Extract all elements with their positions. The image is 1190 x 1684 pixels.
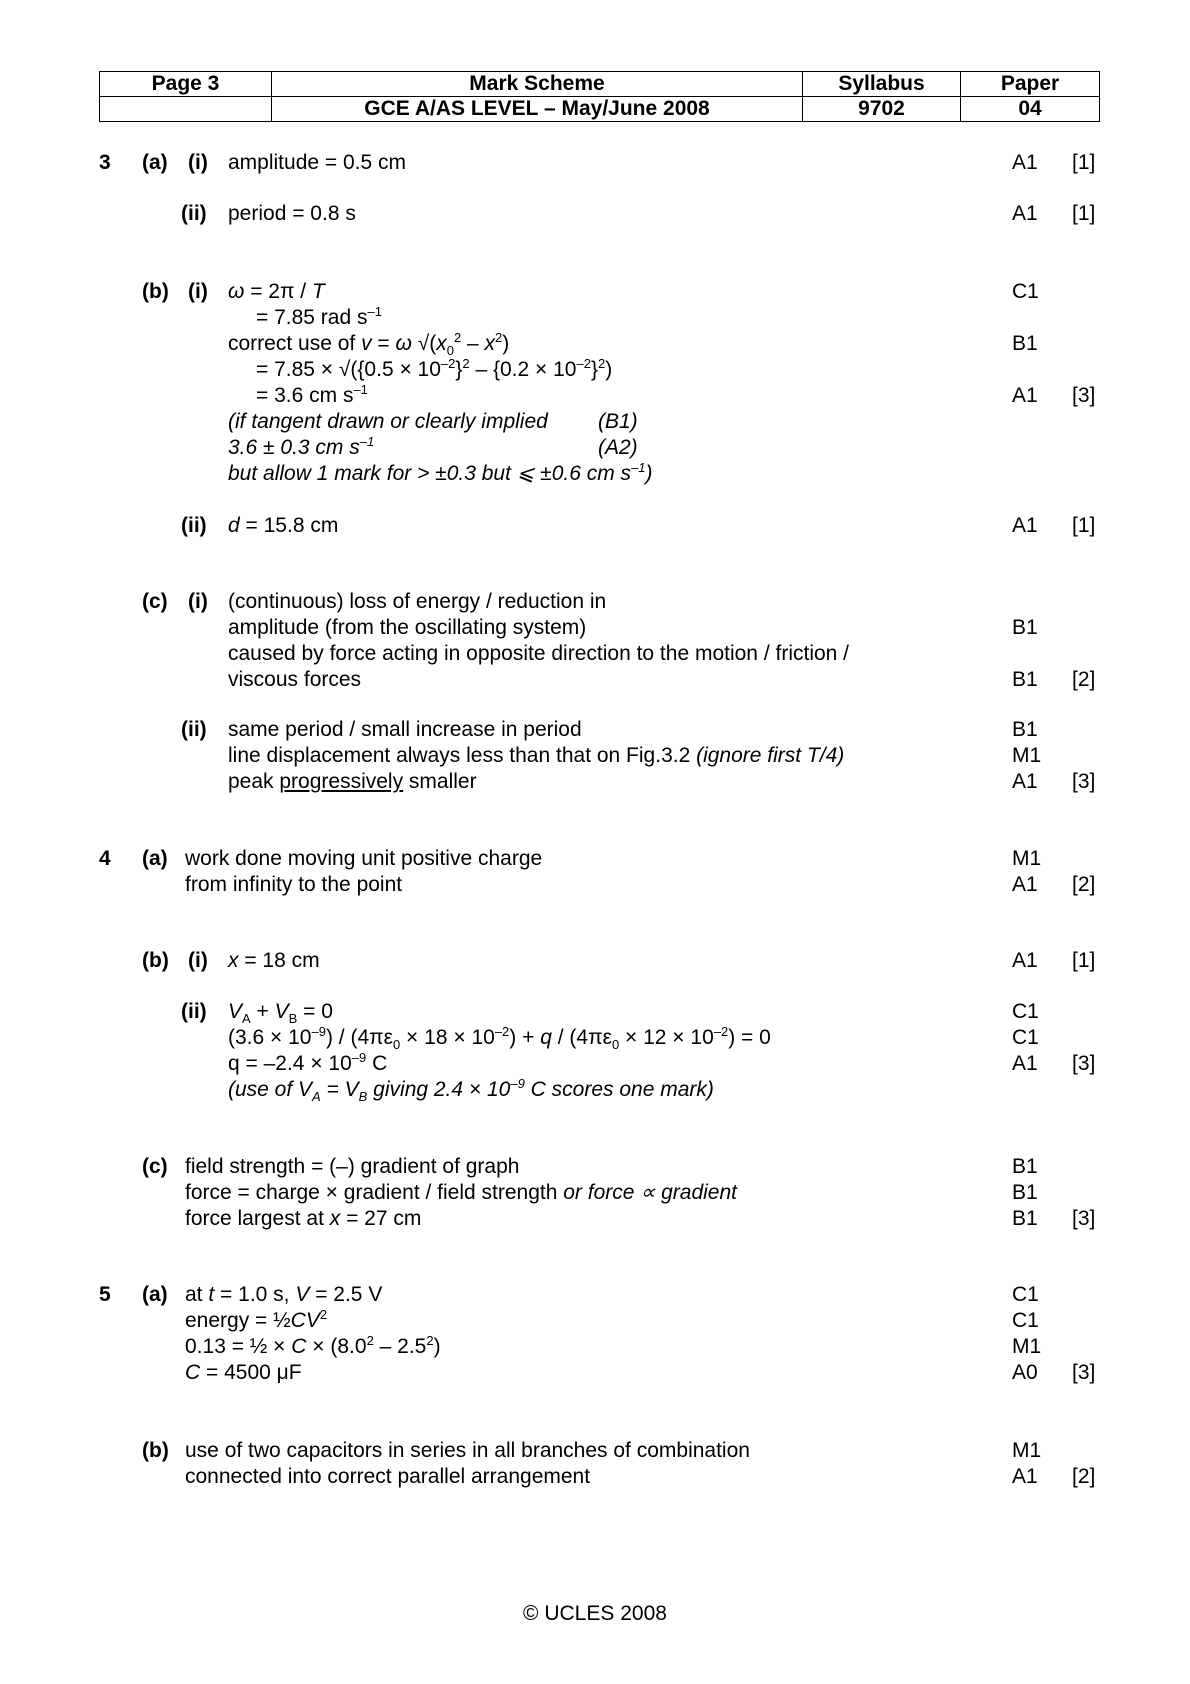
q4c-mark3: B1	[1012, 1207, 1038, 1230]
q5b-total: [2]	[1072, 1465, 1096, 1488]
q3bi-note2: 3.6 ± 0.3 cm $s^{-1}$	[228, 434, 375, 459]
q3c-label: (c)	[142, 590, 168, 613]
q5a-total: [3]	[1072, 1361, 1096, 1384]
header-paper-number: 04	[961, 97, 1100, 122]
q4bii-label: (ii)	[181, 1000, 207, 1023]
q3bi-label: (i)	[188, 280, 208, 303]
q4c-line2: force = charge × gradient / field strength or force ∝ gradient	[185, 1181, 737, 1204]
q4bi-total: [1]	[1072, 949, 1096, 972]
header-syllabus: Syllabus	[803, 72, 961, 97]
q3bi-note3: but allow 1 mark for > ±0.3 but ⩽ ±0.6 cm $s^{-1}$)	[228, 460, 653, 485]
q3aii-total: [1]	[1072, 202, 1096, 225]
q5a-mark1: C1	[1012, 1283, 1039, 1306]
q4b-label: (b)	[142, 949, 169, 972]
q5-number: 5	[99, 1283, 111, 1306]
header-page: Page 3	[100, 72, 272, 97]
q4c-label: (c)	[142, 1155, 168, 1178]
q3cii-mark3: A1	[1012, 770, 1038, 793]
q3bi-line4: = $7.85 \times √(\{0.5 \times 10^{-2}\}^2 - \{0.2 \times 10^{-2}\}^2)$	[256, 356, 613, 381]
q5a-line3: 0.13 = ½ × $C \times (8.0^2 - 2.5^2)$	[185, 1333, 441, 1358]
header-page-value	[100, 97, 272, 122]
q3cii-total: [3]	[1072, 770, 1096, 793]
q3bii-mark: A1	[1012, 514, 1038, 537]
q5b-line1: use of two capacitors in series in all branches of combination	[185, 1439, 750, 1462]
q3ci-line2: amplitude (from the oscillating system)	[228, 616, 587, 639]
q3cii-mark2: M1	[1012, 744, 1042, 767]
q3ai-mark: A1	[1012, 151, 1038, 174]
q4bii-line3: $q = -2.4 \times 10^{-9}$ C	[228, 1050, 388, 1075]
q3bi-mark5: A1	[1012, 384, 1038, 407]
q3bi-note1-mark: (B1)	[598, 410, 638, 433]
q3bi-note1: (if tangent drawn or clearly implied	[228, 410, 548, 433]
q4c-line3: force largest at x = 27 cm	[185, 1207, 422, 1230]
q4bii-line2: $(3.6 \times 10^{-9}) / (4\pi\varepsilon_0 \times 18 \times 10^{-2}) + q / (4\pi\varepsilon_0 \times 12 \times 10^{-2}) = 0$	[228, 1024, 771, 1052]
q5b-mark2: A1	[1012, 1465, 1038, 1488]
q4a-mark2: A1	[1012, 873, 1038, 896]
q3ci-mark2: B1	[1012, 616, 1038, 639]
q3bi-total: [3]	[1072, 384, 1096, 407]
q4a-label: (a)	[142, 847, 168, 870]
q3ci-line4: viscous forces	[228, 668, 362, 691]
q3bi-line5: = 3.6 cm $s^{-1}$	[256, 382, 368, 407]
q3ci-mark4: B1	[1012, 668, 1038, 691]
q4a-line1: work done moving unit positive charge	[185, 847, 543, 870]
q3bii-total: [1]	[1072, 514, 1096, 537]
q4a-line2: from infinity to the point	[185, 873, 403, 896]
q3bii-answer: d = 15.8 cm	[228, 514, 339, 537]
q4bii-note: (use of $V_A = V_B$ giving $2.4 \times 10^{-9}$ C scores one mark)	[228, 1076, 714, 1104]
q3ai-answer: amplitude = 0.5 cm	[228, 151, 407, 174]
q3bi-line3: correct use of v = ω $√(x_0^2 - x^2)$	[228, 330, 510, 358]
q5a-mark2: C1	[1012, 1309, 1039, 1332]
q3a-label: (a)	[142, 151, 168, 174]
q3ci-total: [2]	[1072, 668, 1096, 691]
q5b-mark1: M1	[1012, 1439, 1042, 1462]
q4bi-answer: x = 18 cm	[228, 949, 320, 972]
q4bii-mark3: A1	[1012, 1052, 1038, 1075]
q5a-line1: at t = 1.0 s, V = 2.5 V	[185, 1283, 383, 1306]
q3cii-mark1: B1	[1012, 718, 1038, 741]
q3-number: 3	[99, 151, 111, 174]
q5b-label: (b)	[142, 1439, 169, 1462]
q4bii-line1: $V_A + V_B = 0$	[228, 1000, 333, 1026]
q4a-total: [2]	[1072, 873, 1096, 896]
q3cii-line2: line displacement always less than that on Fig.3.2 (ignore first T/4)	[228, 744, 845, 767]
q3bi-mark3: B1	[1012, 332, 1038, 355]
q3aii-answer: period = 0.8 s	[228, 202, 356, 225]
header-mark-scheme: Mark Scheme	[272, 72, 803, 97]
copyright-footer: © UCLES 2008	[523, 1602, 667, 1625]
q3bi-line2: = 7.85 rad $s^{-1}$	[256, 304, 382, 329]
header-table	[99, 71, 1100, 122]
q5a-mark4: A0	[1012, 1361, 1038, 1384]
q3ai-total: [1]	[1072, 151, 1096, 174]
q4bi-label: (i)	[188, 949, 208, 972]
q5a-line2: energy = $\frac{1}{2}CV^2$	[185, 1307, 328, 1332]
q4c-total: [3]	[1072, 1207, 1096, 1230]
q4c-mark1: B1	[1012, 1155, 1038, 1178]
header-syllabus-code: 9702	[803, 97, 961, 122]
header-paper: Paper	[961, 72, 1100, 97]
q3ci-label: (i)	[188, 590, 208, 613]
q4bii-mark2: C1	[1012, 1026, 1039, 1049]
q3ci-line3: caused by force acting in opposite direction to the motion / friction /	[228, 642, 850, 665]
header-exam-title: GCE A/AS LEVEL – May/June 2008	[272, 97, 803, 122]
q3ci-line1: (continuous) loss of energy / reduction in	[228, 590, 607, 613]
q4bii-mark1: C1	[1012, 1000, 1039, 1023]
q3cii-line3: peak progressively smaller	[228, 770, 477, 793]
q3bi-line1: ω = 2π / T	[228, 280, 325, 303]
q5b-line2: connected into correct parallel arrangement	[185, 1465, 591, 1488]
q3bii-label: (ii)	[181, 514, 207, 537]
q3bi-note2-mark: (A2)	[598, 436, 638, 459]
q4a-mark1: M1	[1012, 847, 1042, 870]
q3bi-mark1: C1	[1012, 280, 1039, 303]
q3b-label: (b)	[142, 280, 169, 303]
q3cii-line1: same period / small increase in period	[228, 718, 582, 741]
q3aii-mark: A1	[1012, 202, 1038, 225]
q4bii-total: [3]	[1072, 1052, 1096, 1075]
q4c-mark2: B1	[1012, 1181, 1038, 1204]
q3cii-label: (ii)	[181, 718, 207, 741]
q4-number: 4	[99, 847, 111, 870]
q3aii-label: (ii)	[181, 202, 207, 225]
q3ai-label: (i)	[188, 151, 208, 174]
q5a-mark3: M1	[1012, 1335, 1042, 1358]
q4bi-mark: A1	[1012, 949, 1038, 972]
q5a-line4: C = 4500 μF	[185, 1361, 302, 1384]
q5a-label: (a)	[142, 1283, 168, 1306]
q4c-line1: field strength = (–) gradient of graph	[185, 1155, 520, 1178]
